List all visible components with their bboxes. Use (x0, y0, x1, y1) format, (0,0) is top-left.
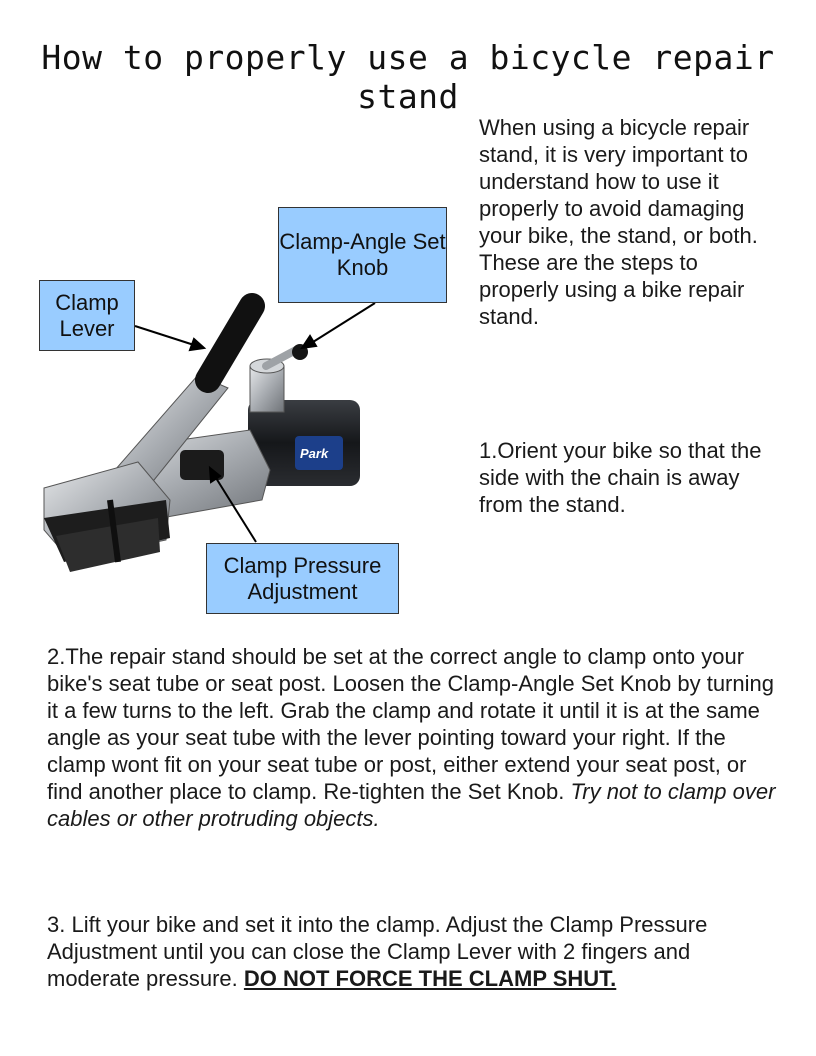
brand-text: Park (300, 446, 329, 461)
intro-paragraph: When using a bicycle repair stand, it is very important to understand how to use it properly to avoid damaging your bike, the stand, or both. These are the steps to properly using a bike repair stand. (479, 115, 758, 329)
step-2-text: 2.The repair stand should be set at the correct angle to clamp onto your bike's seat tube or seat post. Loosen the Clamp-Angle Set Knob by turning it a few turns to the left. Grab the clamp and rotate it until it is at the same angle as your seat tube with the lever pointing toward your right. If the clamp wont fit on your seat tube or post, either extend your seat post, or find another place to clamp. Re-tighten the Set Knob. (47, 644, 774, 804)
callout-set-knob: Clamp-Angle Set Knob (278, 207, 447, 303)
clamp-jaws (44, 462, 170, 572)
callout-clamp-lever: Clamp Lever (39, 280, 135, 351)
step-2-tip: Try not to clamp over cables or other protruding objects. (47, 779, 776, 831)
step-3 (47, 911, 787, 992)
step-2 (47, 643, 787, 832)
page-title: How to properly use a bicycle repair stand (41, 38, 775, 116)
step-1: 1.Orient your bike so that the side with the chain is away from the stand. (479, 438, 762, 517)
lever-grip (208, 306, 252, 380)
callout-pressure-adjustment: Clamp Pressure Adjustment (206, 543, 399, 614)
step-3-warning: DO NOT FORCE THE CLAMP SHUT. (243, 966, 617, 991)
step-3-text: 3. Lift your bike and set it into the clamp. Adjust the Clamp Pressure Adjustment until you can close the Clamp Lever with 2 fingers and moderate pressure. (47, 912, 708, 991)
